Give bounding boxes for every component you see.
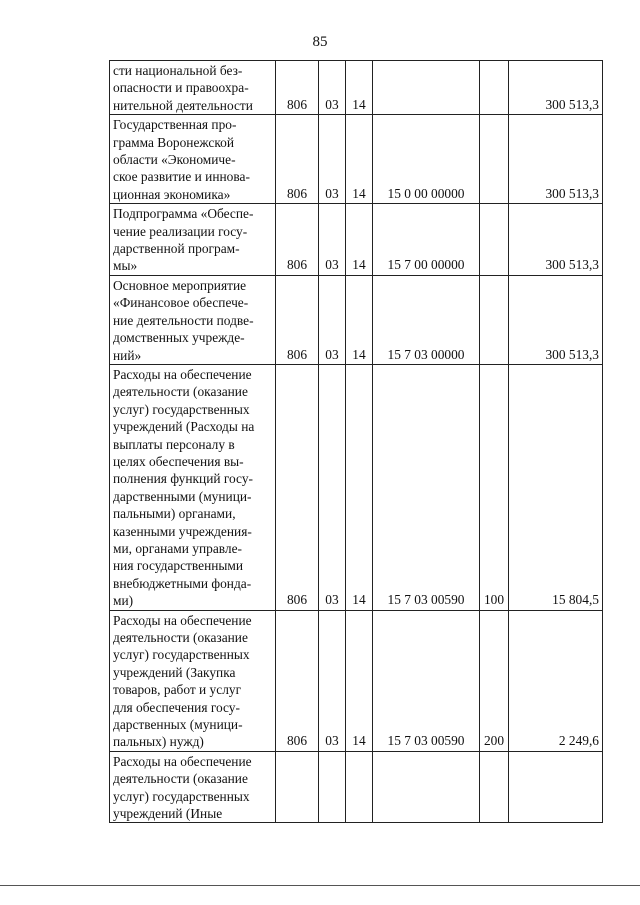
subsection-code-cell: 14	[346, 61, 373, 115]
table-row	[110, 61, 603, 115]
ministry-code-cell	[276, 751, 319, 823]
section-code-cell: 03	[319, 275, 346, 364]
expense-kind-cell	[480, 275, 509, 364]
ministry-code-cell: 806	[276, 275, 319, 364]
row-name-cell: Государственная про- грамма Воронежской области «Экономиче- ское развитие и иннова- ционная экономика»	[110, 115, 276, 204]
amount-cell: 300 513,3	[509, 275, 603, 364]
section-code-cell: 03	[319, 61, 346, 115]
amount-cell	[509, 751, 603, 823]
subsection-code-cell: 14	[346, 610, 373, 751]
amount-cell: 300 513,3	[509, 61, 603, 115]
section-code-cell	[319, 751, 346, 823]
expense-kind-cell: 100	[480, 364, 509, 610]
subsection-code-cell: 14	[346, 364, 373, 610]
amount-cell: 300 513,3	[509, 204, 603, 276]
subsection-code-cell	[346, 751, 373, 823]
section-code-cell: 03	[319, 115, 346, 204]
amount-cell: 15 804,5	[509, 364, 603, 610]
expense-kind-cell	[480, 204, 509, 276]
ministry-code-cell: 806	[276, 61, 319, 115]
subsection-code-cell: 14	[346, 204, 373, 276]
row-name-cell: Расходы на обеспечение деятельности (оказание услуг) государственных учреждений (Расходы на выплаты персоналу в целях обеспечения вы- полнения функций госу- дарственными (муници- пальными) органами, казенными учреждения- ми, органами управле- ния государственными внебюджетными фонда- ми)	[110, 364, 276, 610]
row-name-cell: Подпрограмма «Обеспе- чение реализации госу- дарственной програм- мы»	[110, 204, 276, 276]
ministry-code-cell: 806	[276, 364, 319, 610]
ministry-code-cell: 806	[276, 115, 319, 204]
target-article-cell	[373, 751, 480, 823]
expense-kind-cell	[480, 751, 509, 823]
subsection-code-cell: 14	[346, 115, 373, 204]
row-name-cell: сти национальной без- опасности и правоохра- нительной деятельности	[110, 61, 276, 115]
table-row	[110, 115, 603, 204]
expense-kind-cell	[480, 61, 509, 115]
amount-cell: 2 249,6	[509, 610, 603, 751]
table-row	[110, 364, 603, 610]
row-name-cell: Расходы на обеспечение деятельности (оказание услуг) государственных учреждений (Закупка товаров, работ и услуг для обеспечения госу- дарственных (муници- пальных) нужд)	[110, 610, 276, 751]
row-name-cell: Основное мероприятие «Финансовое обеспече- ние деятельности подве- домственных учрежде- ний»	[110, 275, 276, 364]
table-row	[110, 204, 603, 276]
expense-kind-cell	[480, 115, 509, 204]
bottom-rule	[0, 885, 640, 886]
ministry-code-cell: 806	[276, 610, 319, 751]
table-row	[110, 751, 603, 823]
section-code-cell: 03	[319, 204, 346, 276]
subsection-code-cell: 14	[346, 275, 373, 364]
target-article-cell: 15 7 03 00000	[373, 275, 480, 364]
ministry-code-cell: 806	[276, 204, 319, 276]
table-row	[110, 610, 603, 751]
amount-cell: 300 513,3	[509, 115, 603, 204]
section-code-cell: 03	[319, 610, 346, 751]
budget-table	[109, 60, 603, 823]
row-name-cell: Расходы на обеспечение деятельности (оказание услуг) государственных учреждений (Иные	[110, 751, 276, 823]
target-article-cell: 15 7 03 00590	[373, 610, 480, 751]
target-article-cell: 15 0 00 00000	[373, 115, 480, 204]
table-row	[110, 275, 603, 364]
target-article-cell: 15 7 00 00000	[373, 204, 480, 276]
expense-kind-cell: 200	[480, 610, 509, 751]
section-code-cell: 03	[319, 364, 346, 610]
target-article-cell: 15 7 03 00590	[373, 364, 480, 610]
page-number: 85	[312, 34, 328, 50]
table-body	[110, 61, 603, 823]
target-article-cell	[373, 61, 480, 115]
